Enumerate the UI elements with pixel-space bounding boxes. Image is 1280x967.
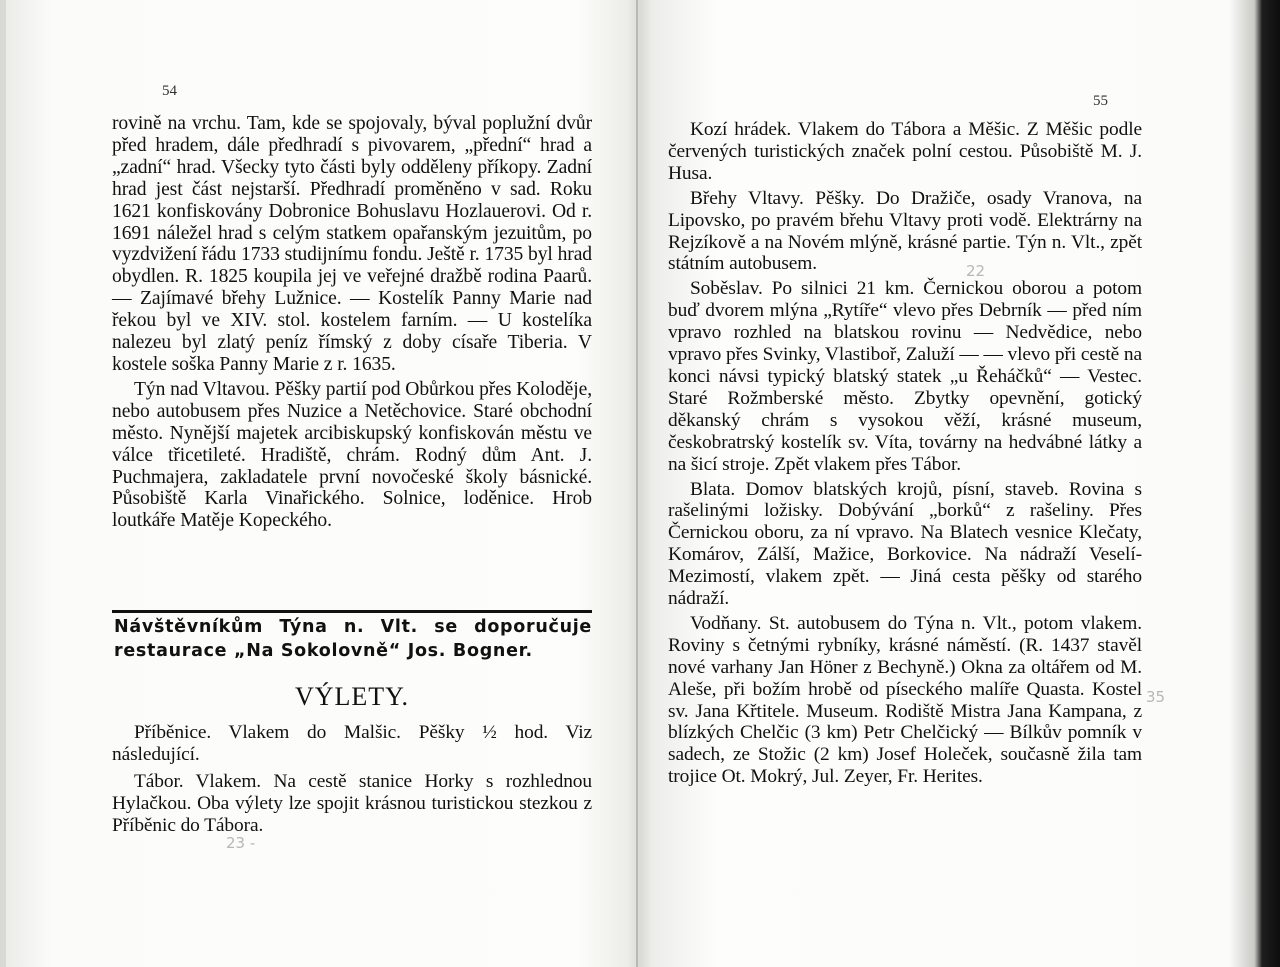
- page-number: 55: [1093, 93, 1108, 109]
- paragraph: Příběnice. Vlakem do Malšic. Pěšky ½ hod. Viz následující.: [112, 722, 592, 765]
- paragraph: Kozí hrádek. Vlakem do Tábora a Měšic. Z Měšic podle červených turistických značek polní cestou. Působiště M. J. Husa.: [668, 119, 1142, 184]
- divider-rule: [112, 610, 592, 613]
- pencil-annotation: 23 -: [226, 834, 256, 852]
- page-number: 54: [162, 83, 177, 99]
- right-page: [668, 0, 1166, 967]
- advertisement: Návštěvníkům Týna n. Vlt. se doporučuje restaurace „Na Sokolovně“ Jos. Bogner.: [114, 617, 592, 661]
- paragraph: Soběslav. Po silnici 21 km. Černickou oborou a potom buď dvorem mlýna „Rytíře“ vlevo přes Debrník — před ním vpravo rozhled na blatskou rovinu — Nedvědice, nebo vpravo přes Svinky, Vlastiboř, Zaluží — — vlevo při cestě na konci návsi typický blatský statek „u Řeháčků“ — Vestec. Staré Rožmberské město. Zbytky opevnění, gotický děkanský chrám s vysokou věží, krásné museum, českobratrský kostelík sv. Víta, továrny na hedvábné látky a na šicí stroje. Zpět vlakem přes Tábor.: [668, 278, 1142, 475]
- paragraph: Týn nad Vltavou. Pěšky partií pod Obůrkou přes Koloděje, nebo autobusem přes Nuzice a Netěchovice. Staré obchodní město. Nynější majetek arcibiskupský konfiskován městu ve válce třicetileté. Hradiště, chrám. Rodný dům Ant. J. Puchmajera, zakladatele první novočeské školy básnické. Působiště Karla Vinařického. Solnice, loděnice. Hrob loutkáře Matěje Kopeckého.: [112, 378, 592, 532]
- right-body-text: [668, 119, 1142, 788]
- book-gutter: [636, 0, 638, 967]
- pencil-annotation: 22: [966, 262, 986, 280]
- paragraph: Tábor. Vlakem. Na cestě stanice Horky s rozhlednou Hylačkou. Oba výlety lze spojit krásnou turistickou stezkou z Příběnic do Tábora.: [112, 770, 592, 836]
- trips-text: [112, 719, 592, 837]
- left-page: [112, 0, 592, 967]
- page-edge: [0, 0, 6, 967]
- left-body-text: [112, 113, 592, 532]
- paragraph: Blata. Domov blatských krojů, písní, staveb. Rovina s rašelinými ložisky. Dobývání „borků“ z rašeliny. Přes Černickou oboru, za ní vpravo. Na Blatech vesnice Klečaty, Komárov, Zálší, Mažice, Borkovice. Na nádraží Veselí-Mezimostí, vlakem zpět. — Jiná cesta pěšky od starého nádraží.: [668, 478, 1142, 610]
- paragraph: rovině na vrchu. Tam, kde se spojovaly, býval poplužní dvůr před hradem, dále předhradí s pivovarem, „přední“ hrad a „zadní“ hrad. Všecky tyto části byly odděleny příkopy. Zadní hrad jest část nejstarší. Předhradí proměněno v sad. Roku 1621 konfiskovány Dobronice Bohuslavu Hozlauerovi. Od r. 1691 náležel hrad s celým statkem opařanským jezuitům, po vyzdvižení řádu 1733 studijnímu fondu. Ještě r. 1735 byl hrad obydlen. R. 1825 koupila jej ve veřejné dražbě rodina Paarů. — Zajímavé břehy Lužnice. — Kostelík Panny Marie nad řekou byl ve XIV. stol. kostelem farním. — U kostelíka nalezeu byl zlatý peníz římský z doby císaře Tiberia. V kostele soška Panny Marie z r. 1635.: [112, 113, 592, 375]
- section-heading: VÝLETY.: [294, 682, 410, 711]
- paragraph: Břehy Vltavy. Pěšky. Do Dražiče, osady Vranova, na Lipovsko, po pravém břehu Vltavy proti vodě. Elektrárny na Rejzíkově a na Novém mlýně, krásné partie. Týn n. Vlt., zpět státním autobusem.: [668, 187, 1142, 275]
- paragraph: Vodňany. St. autobusem do Týna n. Vlt., potom vlakem. Roviny s četnými rybníky, krásné náměstí. (R. 1437 stavěl nové varhany Jan Höner z Bechyně.) Okna za oltářem od M. Aleše, při božím hrobě od píseckého malíře Quasta. Kostel sv. Jana Křtitele. Museum. Rodiště Mistra Jana Kampana, z blízkých Chelčic (3 km) Petr Chelčický — Bílkův pomník v sadech, ze Stožic (2 km) Josef Holeček, současně žila tam trojice Ot. Mokrý, Jul. Zeyer, Fr. Herites.: [668, 612, 1142, 788]
- pencil-annotation: 35: [1146, 688, 1166, 706]
